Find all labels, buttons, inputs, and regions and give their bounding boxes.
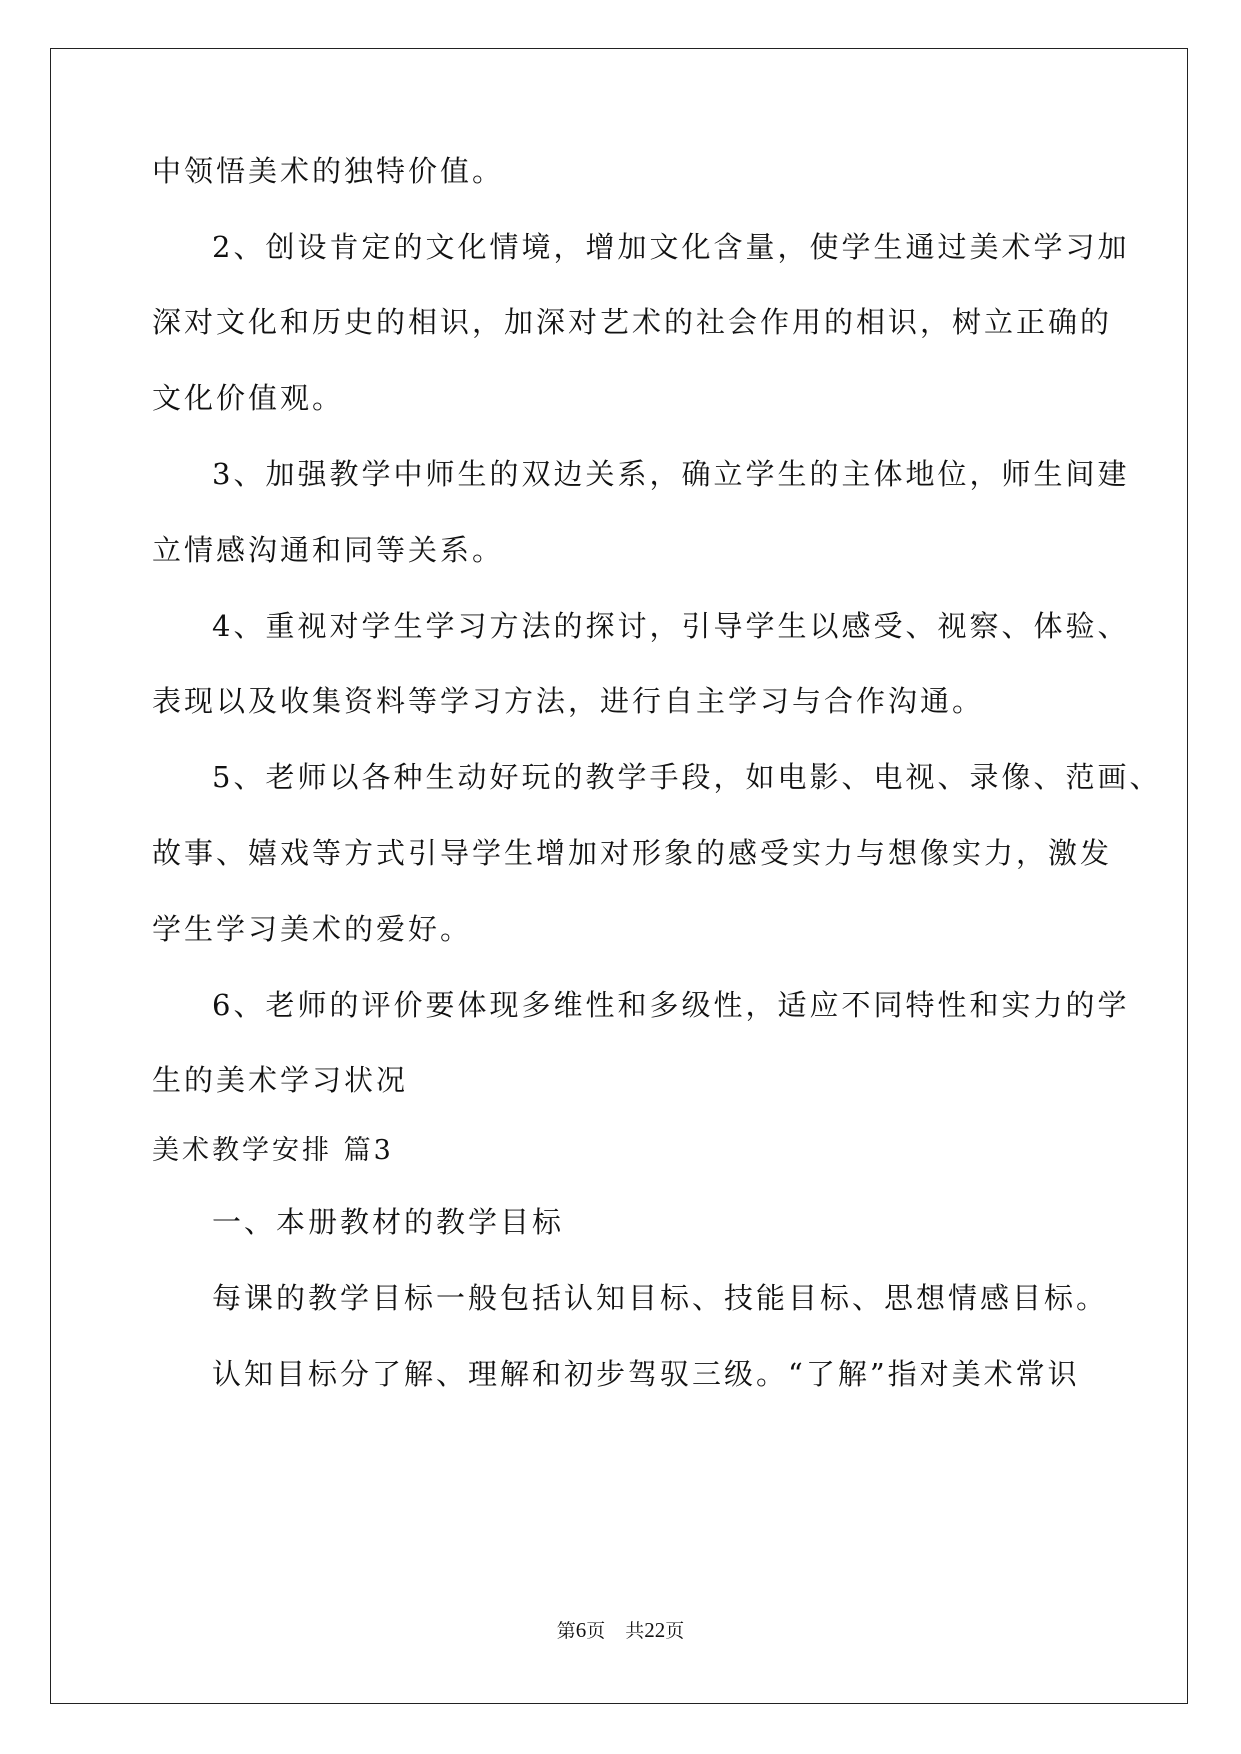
paragraph-line: 中领悟美术的独特价值。 [152, 154, 505, 188]
paragraph-line: 深对文化和历史的相识，加深对艺术的社会作用的相识，树立正确的 [152, 305, 1113, 339]
paragraph-line: 2、创设肯定的文化情境，增加文化含量，使学生通过美术学习加 [212, 230, 1130, 264]
paragraph-line: 每课的教学目标一般包括认知目标、技能目标、思想情感目标。 [212, 1281, 1109, 1315]
total-pages: 22 [644, 1618, 666, 1642]
total-prefix: 共 [625, 1621, 645, 1642]
paragraph-line: 生的美术学习状况 [152, 1063, 409, 1097]
page-number: 6 [575, 1618, 587, 1642]
paragraph-line: 5、老师以各种生动好玩的教学手段，如电影、电视、录像、范画、 [212, 760, 1162, 794]
page-footer [0, 1617, 1241, 1645]
paragraph-line: 4、重视对学生学习方法的探讨，引导学生以感受、视察、体验、 [212, 609, 1130, 643]
total-suffix: 页 [665, 1621, 685, 1642]
subsection-heading: 一、本册教材的教学目标 [212, 1205, 565, 1239]
paragraph-line: 表现以及收集资料等学习方法，进行自主学习与合作沟通。 [152, 684, 985, 718]
paragraph-line: 6、老师的评价要体现多维性和多级性，适应不同特性和实力的学 [212, 988, 1130, 1022]
paragraph-line: 文化价值观。 [152, 381, 345, 415]
section-heading: 美术教学安排 篇3 [152, 1135, 394, 1166]
page-prefix: 第 [556, 1621, 576, 1642]
paragraph-line: 学生学习美术的爱好。 [152, 912, 473, 946]
paragraph-line: 故事、嬉戏等方式引导学生增加对形象的感受实力与想像实力，激发 [152, 836, 1113, 870]
paragraph-line: 3、加强教学中师生的双边关系，确立学生的主体地位，师生间建 [212, 457, 1130, 491]
paragraph-line: 立情感沟通和同等关系。 [152, 533, 505, 567]
paragraph-line: 认知目标分了解、理解和初步驾驭三级。“了解”指对美术常识 [212, 1357, 1080, 1391]
page-suffix: 页 [586, 1621, 606, 1642]
page-border [50, 48, 1188, 1704]
